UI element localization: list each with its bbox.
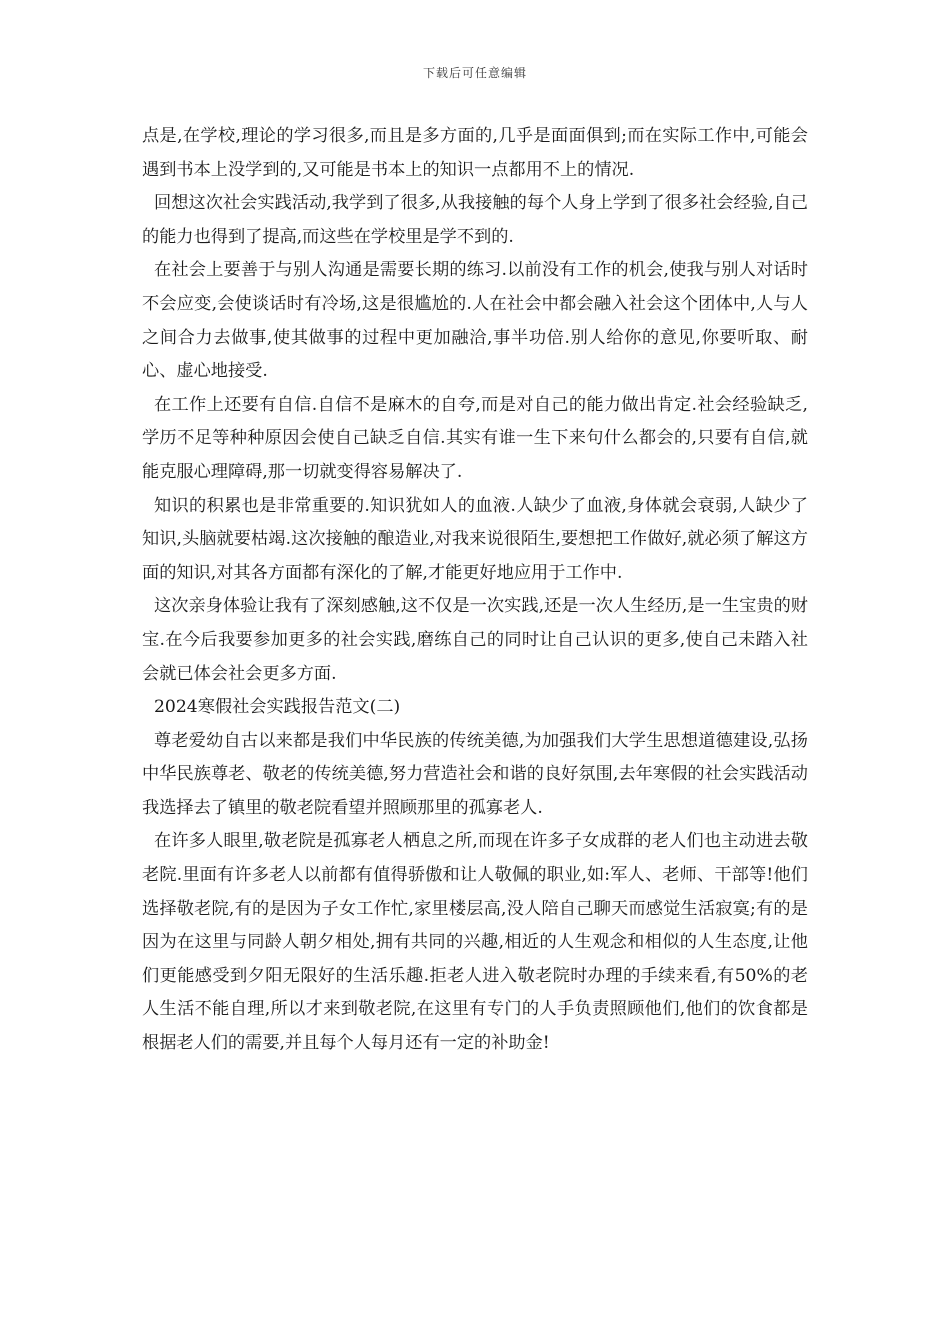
paragraph: 这次亲身体验让我有了深刻感触,这不仅是一次实践,还是一次人生经历,是一生宝贵的财宝.在今后我要参加更多的社会实践,磨练自己的同时让自己认识的更多,使自己未踏入社会就已体会社会更多方面. bbox=[142, 596, 808, 684]
paragraph: 在社会上要善于与别人沟通是需要长期的练习.以前没有工作的机会,使我与别人对话时不会应变,会使谈话时有冷场,这是很尴尬的.人在社会中都会融入社会这个团体中,人与人之间合力去做事,使其做事的过程中更加融洽,事半功倍.别人给你的意见,你要听取、耐心、虚心地接受. bbox=[142, 260, 808, 382]
paragraph: 回想这次社会实践活动,我学到了很多,从我接触的每个人身上学到了很多社会经验,自己的能力也得到了提高,而这些在学校里是学不到的. bbox=[142, 193, 808, 247]
document-body bbox=[142, 120, 808, 1061]
page-header: 下载后可任意编辑 bbox=[422, 66, 527, 80]
paragraph: 在工作上还要有自信.自信不是麻木的自夸,而是对自己的能力做出肯定.社会经验缺乏,学历不足等种种原因会使自己缺乏自信.其实有谁一生下来句什么都会的,只要有自信,就能克服心理障碍,那一切就变得容易解决了. bbox=[142, 394, 808, 482]
paragraph: 在许多人眼里,敬老院是孤寡老人栖息之所,而现在许多子女成群的老人们也主动进去敬老院.里面有许多老人以前都有值得骄傲和让人敬佩的职业,如:军人、老师、干部等!他们选择敬老院,有的是因为子女工作忙,家里楼层高,没人陪自己聊天而感觉生活寂寞;有的是因为在这里与同龄人朝夕相处,拥有共同的兴趣,相近的人生观念和相似的人生态度,让他们更能感受到夕阳无限好的生活乐趣.拒老人进入敬老院时办理的手续来看,有50%的老人生活不能自理,所以才来到敬老院,在这里有专门的人手负责照顾他们,他们的饮食都是根据老人们的需要,并且每个人每月还有一定的补助金! bbox=[142, 831, 808, 1054]
paragraph: 点是,在学校,理论的学习很多,而且是多方面的,几乎是面面俱到;而在实际工作中,可能会遇到书本上没学到的,又可能是书本上的知识一点都用不上的情况. bbox=[142, 126, 808, 180]
section-heading: 2024寒假社会实践报告范文(二) bbox=[154, 697, 401, 718]
paragraph: 知识的积累也是非常重要的.知识犹如人的血液.人缺少了血液,身体就会衰弱,人缺少了知识,头脑就要枯竭.这次接触的酿造业,对我来说很陌生,要想把工作做好,就必须了解这方面的知识,对其各方面都有深化的了解,才能更好地应用于工作中. bbox=[142, 495, 808, 583]
paragraph: 尊老爱幼自古以来都是我们中华民族的传统美德,为加强我们大学生思想道德建设,弘扬中华民族尊老、敬老的传统美德,努力营造社会和谐的良好氛围,去年寒假的社会实践活动我选择去了镇里的敬老院看望并照顾那里的孤寡老人. bbox=[142, 730, 808, 818]
